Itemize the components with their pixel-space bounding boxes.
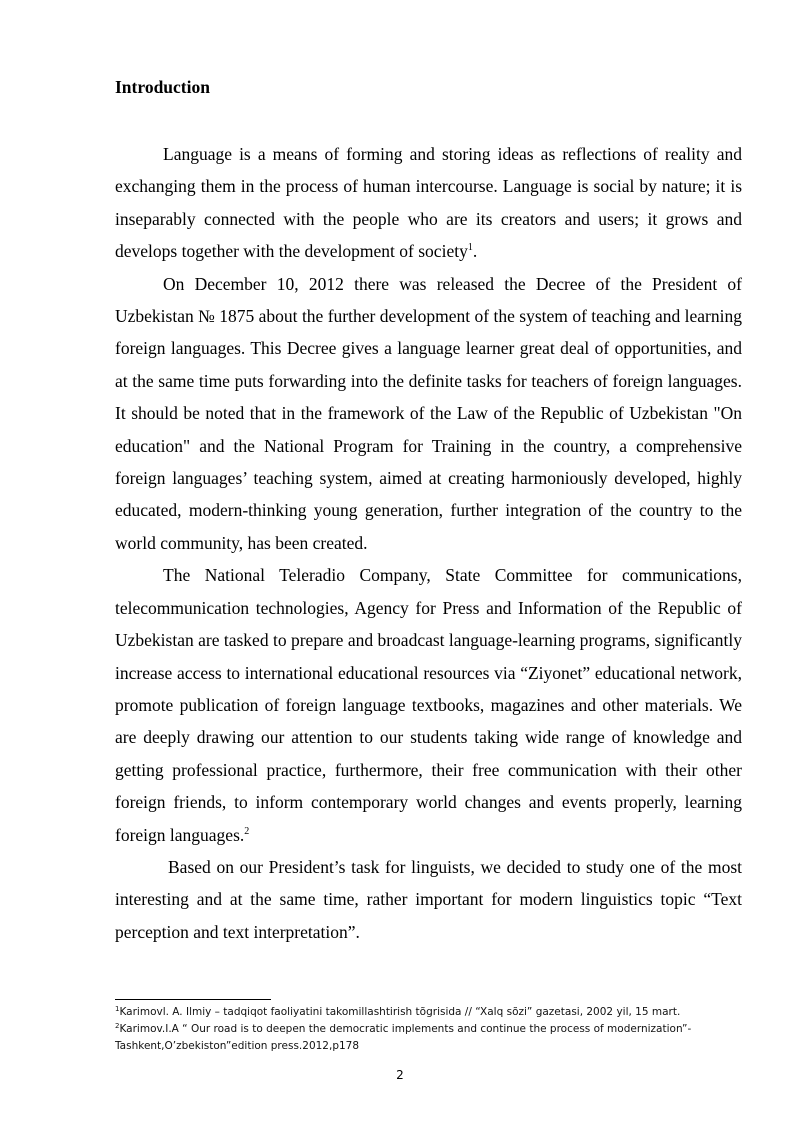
footnotes [115,1004,745,1055]
footnote [115,1004,745,1021]
page-number: 2 [396,1068,404,1082]
footnote-separator [115,999,271,1000]
section-heading: Introduction [115,77,210,97]
paragraph [115,851,742,948]
footnote-ref: 2 [244,825,250,837]
paragraph [115,138,742,268]
paragraph-text: Based on our President’s task for linguists, we decided to study one of the most interesting and at the same time, rather important for modern linguistics topic “Text perception and text interpretation”. [115,856,742,942]
footnote-text: Karimov.I.A “ Our road is to deepen the democratic implements and continue the process of modernization”- Tashkent,O’zbekiston”edition press.2012,p178 [115,1023,692,1052]
footnote-marker: 2 [115,1022,120,1030]
footnote [115,1021,745,1055]
paragraph-end: . [472,241,478,262]
paragraph-text: Language is a means of forming and storing ideas as reflections of reality and exchanging them in the process of human intercourse. Language is social by nature; it is inseparably connected with the people who are its creators and users; it grows and develops together with the development of society [115,144,742,262]
paragraph [115,268,742,560]
paragraph-text: On December 10, 2012 there was released the Decree of the President of Uzbekistan № 1875 about the further development of the system of teaching and learning foreign languages. This Decree gives a language learner great deal of opportunities, and at the same time puts forwarding into the definite tasks for teachers of foreign languages. It should be noted that in the framework of the Law of the Republic of Uzbekistan "On education" and the National Program for Training in the country, a comprehensive foreign languages’ teaching system, aimed at creating harmoniously developed, highly educated, modern-thinking young generation, further integration of the country to the world community, has been created. [115,273,742,553]
footnote-ref: 1 [467,242,473,254]
footnote-text: Karimovl. A. Ilmiy – tadqiqot faoliyatini takomillashtirish tõgrisida // “Xalq sõzi” gazetasi, 2002 yil, 15 mart. [119,1006,681,1018]
paragraph [115,559,742,851]
body-text [115,138,742,948]
footnote-marker: 1 [115,1005,120,1013]
paragraph-text: The National Teleradio Company, State Committee for communications, telecommunication technologies, Agency for Press and Information of the Republic of Uzbekistan are tasked to prepare and broadcast language-learning programs, significantly increase access to international educational resources via “Ziyonet” educational network, promote publication of foreign language textbooks, magazines and other materials. We are deeply drawing our attention to our students taking wide range of knowledge and getting professional practice, furthermore, their free communication with their other foreign friends, to inform contemporary world changes and events properly, learning foreign languages. [115,565,742,845]
